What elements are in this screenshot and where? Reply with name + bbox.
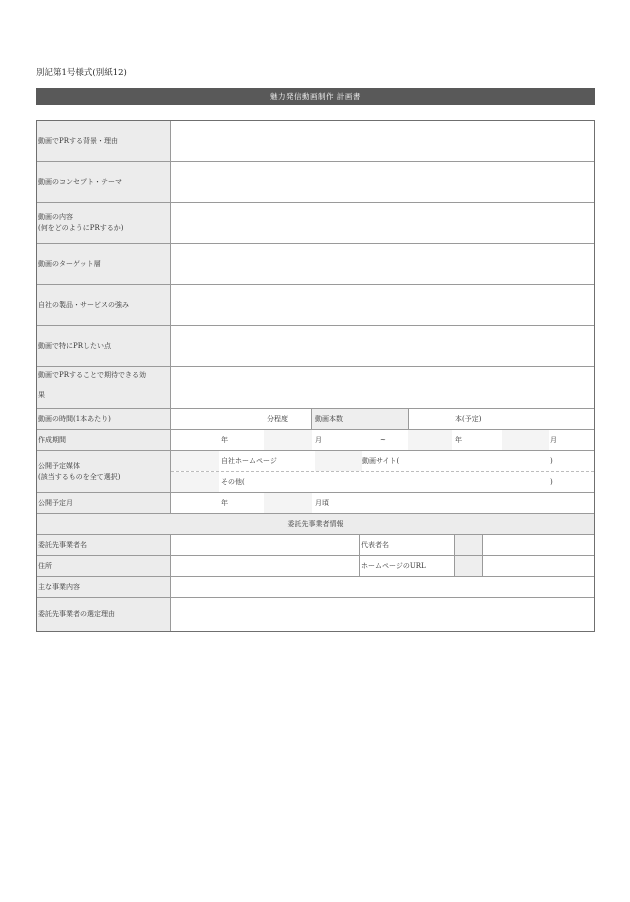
- row-business: [37, 577, 594, 598]
- input-target[interactable]: [171, 244, 594, 284]
- label-strength: 自社の製品・サービスの強み: [37, 285, 171, 325]
- input-other[interactable]: [267, 472, 545, 492]
- form-title: [36, 88, 595, 105]
- row-strength: [37, 285, 594, 326]
- input-business[interactable]: [171, 577, 594, 597]
- row-address: [37, 556, 594, 577]
- publish-year: 年: [221, 499, 228, 507]
- form-title-text: 魅力発信動画制作 計画書: [270, 92, 361, 101]
- period-end-year: 年: [455, 436, 462, 444]
- input-strength[interactable]: [171, 285, 594, 325]
- input-content[interactable]: [171, 203, 594, 243]
- input-homepage-url[interactable]: [482, 556, 594, 576]
- label-duration: 動画の時間(1本あたり): [37, 409, 171, 429]
- input-pr-points[interactable]: [171, 326, 594, 366]
- label-publish: 公開予定月: [37, 493, 171, 513]
- row-media: [37, 451, 594, 493]
- media-other-close: ): [550, 478, 553, 486]
- label-video-count-text: 動画本数: [315, 415, 343, 423]
- label-media-line2: (該当するものを全て選択): [38, 472, 121, 481]
- input-contractor-name[interactable]: [171, 535, 359, 555]
- video-count-unit: 本(予定): [455, 415, 482, 423]
- publish-month: 月頃: [315, 499, 329, 507]
- period-end-month: 月: [550, 436, 557, 444]
- input-publish-month-value[interactable]: [264, 493, 312, 513]
- period-start-year: 年: [221, 436, 228, 444]
- period-start-month: 月: [315, 436, 322, 444]
- label-homepage-url-text: ホームページのURL: [361, 562, 426, 570]
- row-pr-background: [37, 121, 594, 162]
- label-media: [37, 451, 171, 492]
- label-target: 動画のターゲット層: [37, 244, 171, 284]
- row-publish: [37, 493, 594, 514]
- row-content: [37, 203, 594, 244]
- label-content-line1: 動画の内容: [38, 213, 73, 221]
- label-effect: [37, 367, 171, 408]
- label-content-line2: (何をどのようにPRするか): [38, 224, 124, 232]
- input-video-site[interactable]: [417, 451, 545, 471]
- media-homepage: 自社ホームページ: [221, 457, 277, 465]
- input-period-start-month-value[interactable]: [264, 430, 312, 450]
- label-media-line1: 公開予定媒体: [38, 461, 80, 470]
- homepage-url-spacer: [454, 556, 482, 576]
- label-effect-line1: 動画でPRすることで期待できる効: [38, 371, 146, 379]
- media-other: その他(: [221, 478, 245, 486]
- checkbox-video-site[interactable]: [315, 451, 362, 471]
- label-business: 主な事業内容: [37, 577, 171, 597]
- input-period-end-month-value[interactable]: [502, 430, 549, 450]
- checkbox-other[interactable]: [171, 472, 219, 492]
- input-publish-year-value[interactable]: [171, 493, 219, 513]
- plan-form-table: [36, 120, 595, 632]
- row-effect: [37, 367, 594, 409]
- input-selection-reason[interactable]: [171, 598, 594, 631]
- period-tilde: ~: [380, 436, 386, 444]
- label-effect-line2: 果: [38, 391, 45, 399]
- label-period: 作成期間: [37, 430, 171, 450]
- row-concept: [37, 162, 594, 203]
- label-selection-reason: 委託先事業者の選定理由: [37, 598, 171, 631]
- label-representative: [359, 535, 454, 555]
- section-contractor: [37, 514, 594, 535]
- representative-spacer: [454, 535, 482, 555]
- row-selection-reason: [37, 598, 594, 631]
- label-video-count: [311, 409, 408, 429]
- label-representative-text: 代表者名: [361, 541, 389, 549]
- label-contractor-name: 委託先事業者名: [37, 535, 171, 555]
- input-duration-minutes[interactable]: [171, 409, 264, 429]
- label-content: [37, 203, 171, 243]
- label-homepage-url: [359, 556, 454, 576]
- checkbox-homepage[interactable]: [171, 451, 219, 471]
- input-period-end-year-value[interactable]: [408, 430, 452, 450]
- label-concept: 動画のコンセプト・テーマ: [37, 162, 171, 202]
- section-contractor-title: 委託先事業者情報: [287, 520, 344, 528]
- input-pr-background[interactable]: [171, 121, 594, 161]
- row-pr-points: [37, 326, 594, 367]
- input-period-start-year-value[interactable]: [171, 430, 219, 450]
- media-video-site-close: ): [550, 457, 553, 465]
- input-concept[interactable]: [171, 162, 594, 202]
- row-period: [37, 430, 594, 451]
- input-representative[interactable]: [482, 535, 594, 555]
- label-address: 住所: [37, 556, 171, 576]
- label-pr-background: 動画でPRする背景・理由: [37, 121, 171, 161]
- row-duration: [37, 409, 594, 430]
- row-target: [37, 244, 594, 285]
- media-video-site: 動画サイト(: [362, 457, 400, 465]
- label-pr-points: 動画で特にPRしたい点: [37, 326, 171, 366]
- form-number: 別記第1号様式(別紙12): [36, 68, 127, 78]
- input-address[interactable]: [171, 556, 359, 576]
- input-effect[interactable]: [171, 367, 594, 408]
- input-video-count[interactable]: [408, 409, 452, 429]
- row-contractor-name: [37, 535, 594, 556]
- duration-minutes-unit: 分程度: [267, 415, 288, 423]
